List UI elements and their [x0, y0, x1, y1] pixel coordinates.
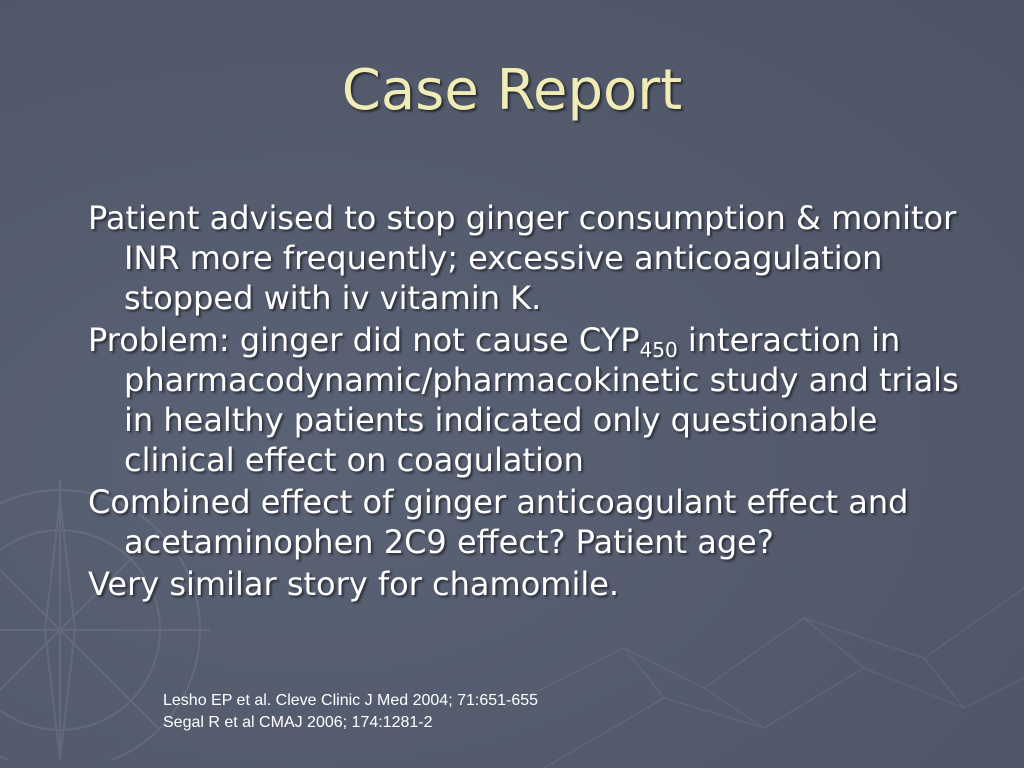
references: [163, 690, 538, 734]
bullet-item: [88, 320, 968, 480]
bullet-text: Very similar story for chamomile.: [88, 565, 620, 603]
bullet-item: [88, 482, 968, 562]
bullet-text: Combined effect of ginger anticoagulant effect and acetaminophen 2C9 effect? Patient age?: [88, 483, 909, 561]
bullet-subscript: 450: [639, 338, 678, 362]
bullet-text: interaction in pharmacodynamic/pharmacokinetic study and trials in healthy patients indicated only questionable clinical effect on coagulation: [124, 321, 959, 479]
reference-line: Segal R et al CMAJ 2006; 174:1281-2: [163, 714, 433, 731]
reference-line: Lesho EP et al. Cleve Clinic J Med 2004; 71:651-655: [163, 692, 539, 709]
bullet-item: [88, 564, 968, 604]
bullet-list: [88, 198, 968, 606]
bullet-text: Problem: ginger did not cause CYP: [88, 321, 640, 359]
slide-title: Case Report: [341, 58, 683, 123]
bullet-item: [88, 198, 968, 318]
bullet-text: Patient advised to stop ginger consumption & monitor INR more frequently; excessive anticoagulation stopped with iv vitamin K.: [88, 199, 957, 317]
